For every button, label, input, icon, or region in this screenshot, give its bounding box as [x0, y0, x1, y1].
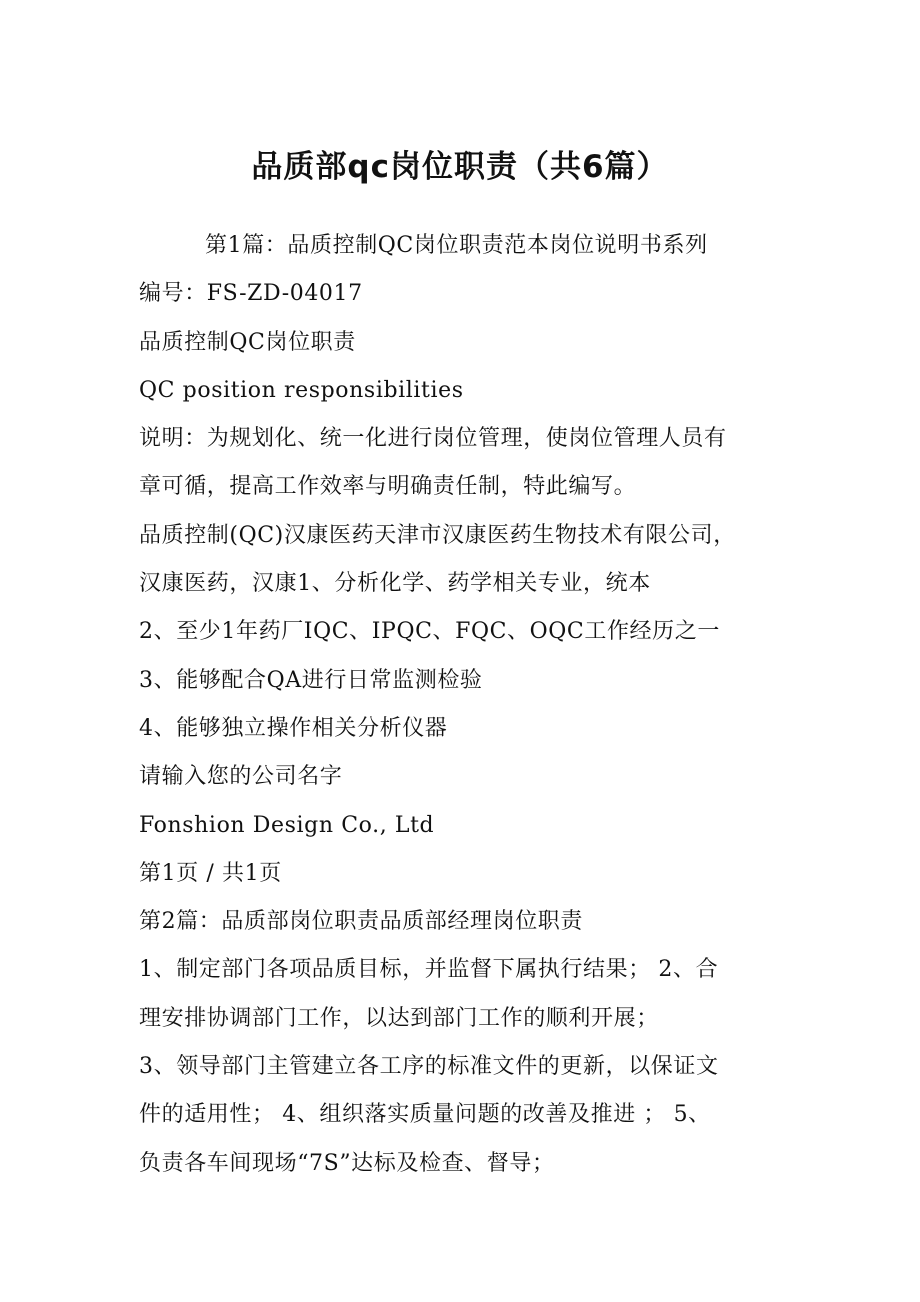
- paragraph-duty-line-5: 负责各车间现场“7S”达标及检查、督导；: [139, 1150, 555, 1176]
- paragraph-duty-line-3: 3、领导部门主管建立各工序的标准文件的更新，以保证文: [139, 1054, 719, 1080]
- paragraph-company-name-prompt: 请输入您的公司名字: [139, 764, 343, 790]
- paragraph-chapter-1-heading: 第1篇：品质控制QC岗位职责范本岗位说明书系列: [205, 233, 708, 258]
- paragraph-duty-line-4: 件的适用性； 4、组织落实质量问题的改善及推进 ； 5、: [139, 1102, 711, 1128]
- paragraph-requirement-2: 2、至少1年药厂IQC、IPQC、FQC、OQC工作经历之一: [139, 619, 720, 645]
- document-body: [139, 222, 789, 1188]
- paragraph-requirement-4: 4、能够独立操作相关分析仪器: [139, 715, 448, 741]
- paragraph-duty-line-1: 1、制定部门各项品质目标，并监督下属执行结果； 2、合: [139, 957, 719, 983]
- paragraph-doc-number: 编号：FS-ZD-04017: [139, 281, 363, 307]
- paragraph-company-name-en: Fonshion Design Co., Ltd: [139, 812, 435, 838]
- paragraph-duty-line-2: 理安排协调部门工作，以达到部门工作的顺利开展；: [139, 1005, 659, 1031]
- paragraph-chapter-2-heading: 第2篇：品质部岗位职责品质部经理岗位职责: [139, 909, 583, 935]
- paragraph-qc-title-cn: 品质控制QC岗位职责: [139, 329, 356, 355]
- paragraph-description-line-2: 章可循，提高工作效率与明确责任制，特此编写。: [139, 474, 637, 500]
- paragraph-requirement-3: 3、能够配合QA进行日常监测检验: [139, 667, 483, 693]
- paragraph-page-number: 第1页 / 共1页: [139, 860, 282, 886]
- paragraph-company-line-2: 汉康医药，汉康1、分析化学、药学相关专业，统本: [139, 571, 651, 597]
- paragraph-description-line-1: 说明：为规划化、统一化进行岗位管理，使岗位管理人员有: [139, 426, 727, 452]
- paragraph-company-line-1: 品质控制(QC)汉康医药天津市汉康医药生物技术有限公司，: [139, 522, 736, 548]
- paragraph-qc-title-en: QC position responsibilities: [139, 377, 464, 403]
- document-title: 品质部qc岗位职责（共6篇）: [251, 149, 669, 185]
